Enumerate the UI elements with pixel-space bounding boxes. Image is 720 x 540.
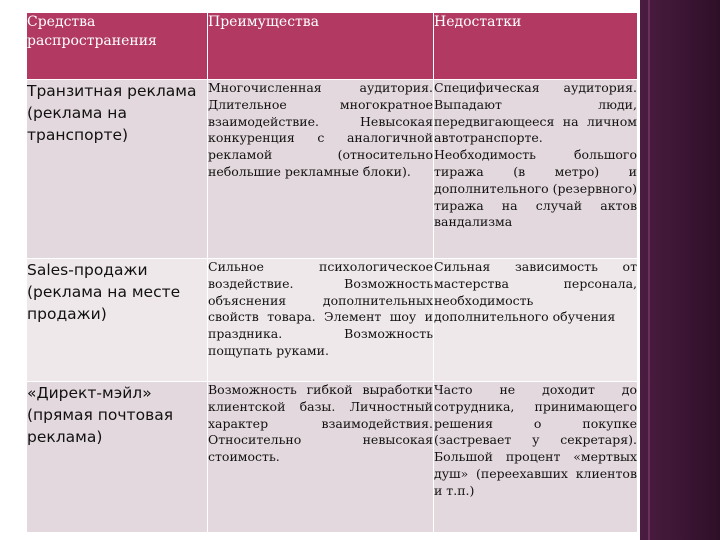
side-band-line bbox=[648, 0, 650, 540]
table-row bbox=[27, 80, 638, 259]
table-row bbox=[27, 259, 638, 382]
advantages-cell: Возможность гибкой выработки клиентской базы. Личностный характер взаимодействия. Относительно невысокая стоимость. bbox=[208, 382, 434, 533]
header-advantages: Преимущества bbox=[208, 13, 434, 80]
table-row bbox=[27, 382, 638, 533]
disadvantages-cell: Специфическая аудитория. Выпадают люди, передвигающееся на личном автотранспорте. Необходимость большого тиража (в метро) и дополнительного (резервного) тиража на случай актов вандализма bbox=[434, 80, 638, 259]
table-header-row bbox=[27, 13, 638, 80]
advantages-cell: Многочисленная аудитория. Длительное многократное взаимодействие. Невысокая конкуренция с аналогичной рекламой (относительно небольшие рекламные блоки). bbox=[208, 80, 434, 259]
channel-cell: Sales-продажи (реклама на месте продажи) bbox=[27, 259, 208, 382]
header-channels: Средства распространения bbox=[27, 13, 208, 80]
header-disadvantages: Недостатки bbox=[434, 13, 638, 80]
advantages-cell: Сильное психологическое воздействие. Возможность объяснения дополнительных свойств товара. Элемент шоу и праздника. Возможность пощупать руками. bbox=[208, 259, 434, 382]
decorative-side-band bbox=[640, 0, 720, 540]
channel-cell: Транзитная реклама (реклама на транспорте) bbox=[27, 80, 208, 259]
comparison-table bbox=[26, 12, 638, 533]
disadvantages-cell: Часто не доходит до сотрудника, принимающего решения о покупке (застревает у секретаря). Большой процент «мертвых душ» (переехавших клиентов и т.п.) bbox=[434, 382, 638, 533]
channel-cell: «Директ-мэйл» (прямая почтовая реклама) bbox=[27, 382, 208, 533]
disadvantages-cell: Сильная зависимость от мастерства персонала, необходимость дополнительного обучения bbox=[434, 259, 638, 382]
